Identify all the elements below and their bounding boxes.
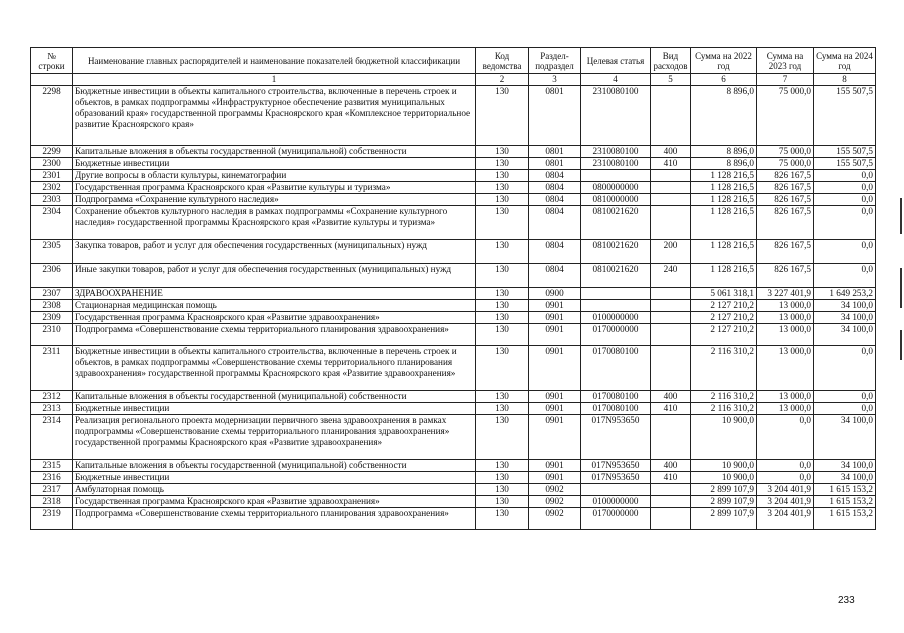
cell-section: 0801 xyxy=(529,158,581,170)
cell-name: Бюджетные инвестиции xyxy=(73,403,476,415)
cell-sum-2023: 3 204 401,9 xyxy=(757,508,814,530)
cell-sum-2023: 826 167,5 xyxy=(757,206,814,240)
header-row xyxy=(31,48,876,74)
cell-target: 2310080100 xyxy=(581,158,651,170)
cell-sum-2023: 13 000,0 xyxy=(757,300,814,312)
cell-section: 0901 xyxy=(529,472,581,484)
cell-sum-2022: 2 127 210,2 xyxy=(691,300,757,312)
cell-sum-2024: 34 100,0 xyxy=(814,312,876,324)
scan-edge-mark xyxy=(900,330,902,360)
cell-exptype xyxy=(651,415,691,460)
table-row xyxy=(31,472,876,484)
cell-dept: 130 xyxy=(476,146,529,158)
cell-target: 0810021620 xyxy=(581,240,651,264)
cell-exptype: 400 xyxy=(651,460,691,472)
cell-exptype xyxy=(651,86,691,146)
header-sum-2022: Сумма на 2022 год xyxy=(691,48,757,74)
cell-sum-2022: 1 128 216,5 xyxy=(691,206,757,240)
cell-target: 017N953650 xyxy=(581,472,651,484)
cell-section: 0801 xyxy=(529,146,581,158)
cell-section: 0801 xyxy=(529,86,581,146)
cell-sum-2024: 1 649 253,2 xyxy=(814,288,876,300)
cell-name: Государственная программа Красноярского края «Развитие культуры и туризма» xyxy=(73,182,476,194)
cell-target: 0170000000 xyxy=(581,508,651,530)
cell-sum-2022: 2 116 310,2 xyxy=(691,346,757,391)
cell-row-no: 2304 xyxy=(31,206,73,240)
cell-sum-2023: 75 000,0 xyxy=(757,158,814,170)
cell-name: Амбулаторная помощь xyxy=(73,484,476,496)
cell-sum-2022: 1 128 216,5 xyxy=(691,240,757,264)
cell-target: 0100000000 xyxy=(581,496,651,508)
cell-name: Капитальные вложения в объекты государственной (муниципальной) собственности xyxy=(73,460,476,472)
cell-sum-2022: 10 900,0 xyxy=(691,472,757,484)
cell-section: 0804 xyxy=(529,264,581,288)
cell-row-no: 2312 xyxy=(31,391,73,403)
cell-sum-2022: 2 116 310,2 xyxy=(691,403,757,415)
cell-target: 0170080100 xyxy=(581,403,651,415)
cell-target xyxy=(581,300,651,312)
cell-row-no: 2301 xyxy=(31,170,73,182)
cell-name: Подпрограмма «Сохранение культурного наследия» xyxy=(73,194,476,206)
cell-name: Бюджетные инвестиции в объекты капитального строительства, включенные в перечень строек и объектов, в рамках подпрограммы «Инфраструктурное обеспечение развития муниципальных образований края» государственной программы Красноярского края «Комплексное территориальное развитие Красноярского края» xyxy=(73,86,476,146)
cell-dept: 130 xyxy=(476,158,529,170)
cell-dept: 130 xyxy=(476,206,529,240)
colnum-7: 7 xyxy=(757,74,814,86)
cell-sum-2023: 0,0 xyxy=(757,472,814,484)
cell-sum-2024: 0,0 xyxy=(814,170,876,182)
cell-exptype xyxy=(651,496,691,508)
cell-exptype xyxy=(651,288,691,300)
cell-sum-2022: 8 896,0 xyxy=(691,146,757,158)
cell-section: 0804 xyxy=(529,240,581,264)
cell-sum-2022: 2 899 107,9 xyxy=(691,508,757,530)
cell-target: 017N953650 xyxy=(581,460,651,472)
cell-section: 0901 xyxy=(529,403,581,415)
cell-sum-2023: 13 000,0 xyxy=(757,403,814,415)
cell-exptype xyxy=(651,206,691,240)
cell-exptype xyxy=(651,194,691,206)
cell-sum-2023: 13 000,0 xyxy=(757,324,814,346)
cell-name: Капитальные вложения в объекты государственной (муниципальной) собственности xyxy=(73,391,476,403)
table-row xyxy=(31,158,876,170)
cell-sum-2023: 0,0 xyxy=(757,415,814,460)
cell-sum-2024: 34 100,0 xyxy=(814,472,876,484)
cell-row-no: 2305 xyxy=(31,240,73,264)
budget-table xyxy=(30,47,876,530)
table-row xyxy=(31,460,876,472)
cell-target: 0170080100 xyxy=(581,346,651,391)
cell-row-no: 2311 xyxy=(31,346,73,391)
cell-sum-2022: 8 896,0 xyxy=(691,158,757,170)
cell-sum-2023: 826 167,5 xyxy=(757,194,814,206)
table-row xyxy=(31,484,876,496)
cell-section: 0902 xyxy=(529,508,581,530)
cell-sum-2024: 0,0 xyxy=(814,346,876,391)
colnum-8: 8 xyxy=(814,74,876,86)
colnum-blank xyxy=(31,74,73,86)
column-number-row xyxy=(31,74,876,86)
cell-sum-2024: 155 507,5 xyxy=(814,158,876,170)
cell-dept: 130 xyxy=(476,324,529,346)
cell-dept: 130 xyxy=(476,86,529,146)
table-row xyxy=(31,415,876,460)
cell-sum-2022: 8 896,0 xyxy=(691,86,757,146)
cell-row-no: 2298 xyxy=(31,86,73,146)
cell-sum-2023: 13 000,0 xyxy=(757,312,814,324)
cell-section: 0902 xyxy=(529,496,581,508)
table-row xyxy=(31,300,876,312)
cell-target: 0170080100 xyxy=(581,391,651,403)
cell-sum-2023: 75 000,0 xyxy=(757,86,814,146)
cell-sum-2023: 3 204 401,9 xyxy=(757,496,814,508)
cell-name: Сохранение объектов культурного наследия в рамках подпрограммы «Сохранение культурного наследия» государственной программы Красноярского края «Развитие культуры и туризма» xyxy=(73,206,476,240)
cell-exptype xyxy=(651,312,691,324)
table-row xyxy=(31,403,876,415)
cell-dept: 130 xyxy=(476,182,529,194)
cell-target: 2310080100 xyxy=(581,86,651,146)
cell-name: Подпрограмма «Совершенствование схемы территориального планирования здравоохранения» xyxy=(73,508,476,530)
scan-edge-mark xyxy=(900,268,902,308)
cell-exptype xyxy=(651,508,691,530)
cell-sum-2022: 5 061 318,1 xyxy=(691,288,757,300)
cell-sum-2024: 34 100,0 xyxy=(814,460,876,472)
cell-sum-2023: 0,0 xyxy=(757,460,814,472)
cell-section: 0900 xyxy=(529,288,581,300)
cell-row-no: 2314 xyxy=(31,415,73,460)
page-number: 233 xyxy=(838,595,855,606)
cell-exptype: 410 xyxy=(651,403,691,415)
cell-dept: 130 xyxy=(476,508,529,530)
table-row xyxy=(31,391,876,403)
cell-sum-2022: 1 128 216,5 xyxy=(691,264,757,288)
cell-target: 0800000000 xyxy=(581,182,651,194)
cell-name: Стационарная медицинская помощь xyxy=(73,300,476,312)
cell-dept: 130 xyxy=(476,460,529,472)
cell-section: 0901 xyxy=(529,346,581,391)
cell-sum-2022: 1 128 216,5 xyxy=(691,170,757,182)
table-row xyxy=(31,496,876,508)
cell-row-no: 2299 xyxy=(31,146,73,158)
cell-sum-2022: 10 900,0 xyxy=(691,415,757,460)
cell-sum-2022: 2 127 210,2 xyxy=(691,312,757,324)
cell-section: 0901 xyxy=(529,391,581,403)
cell-target: 0810021620 xyxy=(581,206,651,240)
cell-name: ЗДРАВООХРАНЕНИЕ xyxy=(73,288,476,300)
colnum-5: 5 xyxy=(651,74,691,86)
cell-sum-2024: 1 615 153,2 xyxy=(814,484,876,496)
cell-dept: 130 xyxy=(476,312,529,324)
table-row xyxy=(31,346,876,391)
cell-dept: 130 xyxy=(476,288,529,300)
cell-dept: 130 xyxy=(476,415,529,460)
cell-sum-2022: 10 900,0 xyxy=(691,460,757,472)
cell-row-no: 2308 xyxy=(31,300,73,312)
cell-target xyxy=(581,170,651,182)
cell-name: Бюджетные инвестиции в объекты капитального строительства, включенные в перечень строек и объектов, в рамках подпрограммы «Совершенствование схемы территориального планирования здравоохранения» государственной программы Красноярского края «Развитие здравоохранения» xyxy=(73,346,476,391)
cell-dept: 130 xyxy=(476,391,529,403)
cell-dept: 130 xyxy=(476,194,529,206)
cell-sum-2023: 3 227 401,9 xyxy=(757,288,814,300)
cell-exptype xyxy=(651,182,691,194)
cell-section: 0902 xyxy=(529,484,581,496)
cell-section: 0901 xyxy=(529,312,581,324)
cell-section: 0901 xyxy=(529,324,581,346)
cell-exptype xyxy=(651,170,691,182)
cell-target: 0100000000 xyxy=(581,312,651,324)
table-row xyxy=(31,206,876,240)
cell-dept: 130 xyxy=(476,240,529,264)
table-row xyxy=(31,288,876,300)
cell-sum-2024: 155 507,5 xyxy=(814,146,876,158)
table-row xyxy=(31,146,876,158)
cell-name: Другие вопросы в области культуры, кинематографии xyxy=(73,170,476,182)
cell-dept: 130 xyxy=(476,496,529,508)
cell-sum-2024: 1 615 153,2 xyxy=(814,496,876,508)
table-row xyxy=(31,86,876,146)
cell-sum-2022: 2 116 310,2 xyxy=(691,391,757,403)
header-sum-2023: Сумма на 2023 год xyxy=(757,48,814,74)
cell-dept: 130 xyxy=(476,484,529,496)
cell-row-no: 2313 xyxy=(31,403,73,415)
cell-sum-2024: 0,0 xyxy=(814,194,876,206)
cell-section: 0804 xyxy=(529,194,581,206)
cell-section: 0901 xyxy=(529,415,581,460)
cell-sum-2023: 826 167,5 xyxy=(757,170,814,182)
cell-row-no: 2315 xyxy=(31,460,73,472)
cell-section: 0804 xyxy=(529,170,581,182)
header-name: Наименование главных распорядителей и наименование показателей бюджетной классификации xyxy=(73,48,476,74)
cell-target xyxy=(581,484,651,496)
cell-sum-2023: 826 167,5 xyxy=(757,240,814,264)
cell-name: Государственная программа Красноярского края «Развитие здравоохранения» xyxy=(73,496,476,508)
colnum-3: 3 xyxy=(529,74,581,86)
cell-sum-2024: 0,0 xyxy=(814,403,876,415)
colnum-4: 4 xyxy=(581,74,651,86)
cell-target: 0810000000 xyxy=(581,194,651,206)
cell-sum-2024: 34 100,0 xyxy=(814,300,876,312)
cell-exptype: 240 xyxy=(651,264,691,288)
cell-row-no: 2302 xyxy=(31,182,73,194)
header-dept: Код ведомства xyxy=(476,48,529,74)
cell-name: Государственная программа Красноярского края «Развитие здравоохранения» xyxy=(73,312,476,324)
cell-target: 2310080100 xyxy=(581,146,651,158)
cell-row-no: 2303 xyxy=(31,194,73,206)
cell-sum-2022: 1 128 216,5 xyxy=(691,182,757,194)
table-row xyxy=(31,324,876,346)
cell-sum-2023: 75 000,0 xyxy=(757,146,814,158)
table-row xyxy=(31,170,876,182)
cell-sum-2024: 0,0 xyxy=(814,240,876,264)
cell-target: 0170000000 xyxy=(581,324,651,346)
table-row xyxy=(31,182,876,194)
cell-section: 0804 xyxy=(529,182,581,194)
cell-sum-2022: 2 127 210,2 xyxy=(691,324,757,346)
cell-row-no: 2306 xyxy=(31,264,73,288)
cell-dept: 130 xyxy=(476,300,529,312)
cell-sum-2024: 155 507,5 xyxy=(814,86,876,146)
cell-dept: 130 xyxy=(476,170,529,182)
cell-name: Бюджетные инвестиции xyxy=(73,158,476,170)
colnum-2: 2 xyxy=(476,74,529,86)
cell-target: 017N953650 xyxy=(581,415,651,460)
cell-section: 0901 xyxy=(529,460,581,472)
cell-dept: 130 xyxy=(476,472,529,484)
table-row xyxy=(31,240,876,264)
cell-row-no: 2307 xyxy=(31,288,73,300)
colnum-1: 1 xyxy=(73,74,476,86)
cell-sum-2024: 34 100,0 xyxy=(814,415,876,460)
cell-dept: 130 xyxy=(476,264,529,288)
cell-sum-2023: 13 000,0 xyxy=(757,346,814,391)
cell-name: Капитальные вложения в объекты государственной (муниципальной) собственности xyxy=(73,146,476,158)
table-row xyxy=(31,312,876,324)
colnum-6: 6 xyxy=(691,74,757,86)
cell-exptype: 200 xyxy=(651,240,691,264)
cell-name: Закупка товаров, работ и услуг для обеспечения государственных (муниципальных) нужд xyxy=(73,240,476,264)
cell-exptype xyxy=(651,300,691,312)
cell-row-no: 2309 xyxy=(31,312,73,324)
cell-sum-2024: 0,0 xyxy=(814,391,876,403)
cell-row-no: 2318 xyxy=(31,496,73,508)
header-section: Раздел-подраздел xyxy=(529,48,581,74)
cell-exptype: 400 xyxy=(651,391,691,403)
cell-sum-2023: 13 000,0 xyxy=(757,391,814,403)
cell-section: 0901 xyxy=(529,300,581,312)
cell-section: 0804 xyxy=(529,206,581,240)
cell-name: Бюджетные инвестиции xyxy=(73,472,476,484)
cell-row-no: 2319 xyxy=(31,508,73,530)
cell-name: Иные закупки товаров, работ и услуг для обеспечения государственных (муниципальных) нужд xyxy=(73,264,476,288)
cell-sum-2022: 2 899 107,9 xyxy=(691,496,757,508)
table-row xyxy=(31,508,876,530)
cell-exptype: 400 xyxy=(651,146,691,158)
cell-sum-2024: 1 615 153,2 xyxy=(814,508,876,530)
cell-target xyxy=(581,288,651,300)
scan-edge-mark xyxy=(900,198,902,234)
header-sum-2024: Сумма на 2024 год xyxy=(814,48,876,74)
header-target: Целевая статья xyxy=(581,48,651,74)
cell-name: Подпрограмма «Совершенствование схемы территориального планирования здравоохранения» xyxy=(73,324,476,346)
cell-sum-2023: 826 167,5 xyxy=(757,182,814,194)
cell-row-no: 2317 xyxy=(31,484,73,496)
header-row-no: № строки xyxy=(31,48,73,74)
header-exptype: Вид расходов xyxy=(651,48,691,74)
cell-row-no: 2316 xyxy=(31,472,73,484)
cell-sum-2024: 0,0 xyxy=(814,206,876,240)
table-body xyxy=(31,86,876,530)
cell-sum-2024: 0,0 xyxy=(814,182,876,194)
table-row xyxy=(31,264,876,288)
cell-exptype xyxy=(651,346,691,391)
cell-exptype xyxy=(651,484,691,496)
cell-sum-2022: 1 128 216,5 xyxy=(691,194,757,206)
cell-exptype: 410 xyxy=(651,158,691,170)
cell-row-no: 2310 xyxy=(31,324,73,346)
cell-sum-2024: 34 100,0 xyxy=(814,324,876,346)
cell-name: Реализация регионального проекта модернизации первичного звена здравоохранения в рамках подпрограммы «Совершенствование схемы территориального планирования здравоохранения» государственной программы Красноярского края «Развитие здравоохранения» xyxy=(73,415,476,460)
cell-row-no: 2300 xyxy=(31,158,73,170)
cell-target: 0810021620 xyxy=(581,264,651,288)
cell-exptype xyxy=(651,324,691,346)
cell-dept: 130 xyxy=(476,403,529,415)
cell-dept: 130 xyxy=(476,346,529,391)
table-row xyxy=(31,194,876,206)
cell-exptype: 410 xyxy=(651,472,691,484)
cell-sum-2023: 3 204 401,9 xyxy=(757,484,814,496)
cell-sum-2023: 826 167,5 xyxy=(757,264,814,288)
cell-sum-2022: 2 899 107,9 xyxy=(691,484,757,496)
cell-sum-2024: 0,0 xyxy=(814,264,876,288)
